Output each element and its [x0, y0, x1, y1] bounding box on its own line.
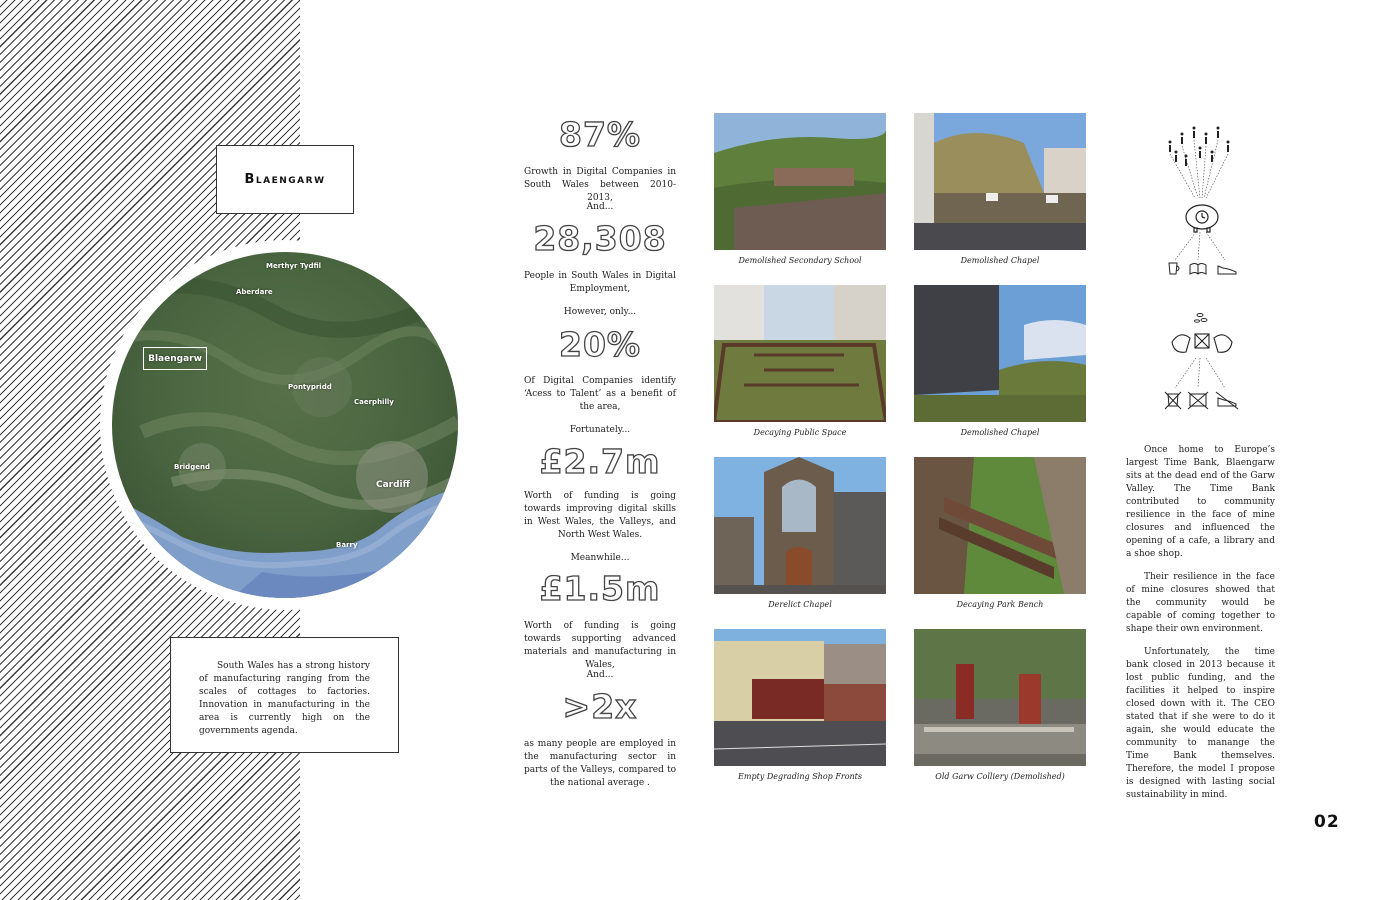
stat-20-percent: 20% [559, 325, 641, 364]
caption-4: Demolished Chapel [960, 428, 1040, 437]
caption-1: Demolished Secondary School [738, 256, 862, 265]
stat-text-4: Worth of funding is going towards improving digital skills in West Wales, the Valleys, and North West Wales. [524, 491, 676, 540]
stat-text-2: People in South Wales in Digital Employment, [524, 271, 676, 294]
caption-2: Demolished Chapel [960, 256, 1040, 265]
map-label-aberdare: Aberdare [236, 288, 273, 296]
photo-decaying-park-bench [914, 457, 1086, 594]
photo-demolished-chapel-1 [914, 113, 1086, 250]
map-label-cardiff: Cardiff [376, 480, 410, 490]
stat-text-6: as many people are employed in the manufacturing sector in parts of the Valleys, compared to the national average . [524, 739, 676, 788]
satellite-map [112, 252, 458, 598]
caption-8: Old Garw Colliery (Demolished) [935, 772, 1065, 781]
cup-icon [1169, 263, 1179, 274]
shoe-icon [1218, 266, 1236, 274]
photo-demolished-chapel-2 [914, 285, 1086, 422]
photo-decaying-public-space [714, 285, 886, 422]
photo-old-garw-colliery [914, 629, 1086, 766]
stat-2-7m: £2.7m [539, 442, 661, 481]
photo-empty-shop-fronts [714, 629, 886, 766]
stat-text-1: Growth in Digital Companies in South Wales between 2010-2013, [524, 167, 676, 203]
people-icon [1169, 127, 1230, 167]
intro-box [170, 637, 399, 753]
body-paragraph-1: Once home to Europe’s largest Time Bank, Blaengarw sits at the dead end of the Garw Valley. The Time Bank contributed to community resilience in the face of mine closures and influenced the opening of a cafe, a library and a shoe shop. [1126, 445, 1275, 559]
connector-3: Fortunately... [569, 425, 631, 435]
book-icon [1190, 264, 1206, 275]
caption-6: Decaying Park Bench [956, 600, 1044, 609]
stat-28308: 28,308 [533, 219, 667, 258]
photo-demolished-school [714, 113, 886, 250]
page-title: Blaengarw [244, 172, 326, 187]
stat-text-5: Worth of funding is going towards supporting advanced materials and manufacturing in Wales, [524, 621, 676, 670]
map-label-pontypridd: Pontypridd [288, 383, 332, 391]
coins-icon [1195, 314, 1208, 323]
photo-derelict-chapel [714, 457, 886, 594]
time-bank-diagram [1150, 120, 1250, 424]
caption-3: Decaying Public Space [753, 428, 847, 437]
stat-87-percent: 87% [559, 115, 641, 154]
map-label-caerphilly: Caerphilly [354, 398, 394, 406]
caption-5: Derelict Chapel [768, 600, 832, 609]
body-paragraph-2: Their resilience in the face of mine closures showed that the community would be capable of coming together to shape their own environment. [1126, 572, 1275, 634]
stat-1-5m: £1.5m [539, 569, 661, 608]
intro-text: South Wales has a strong history of manufacturing ranging from the scales of cottages to factories. Innovation in manufacturing in the area is currently high on the governments agenda. [199, 661, 370, 736]
crossed-shoe-icon [1216, 392, 1238, 409]
body-text [1126, 444, 1275, 812]
connector-2: However, only... [563, 307, 637, 317]
crossed-book-icon [1188, 392, 1208, 409]
title-box [216, 145, 354, 214]
page-number: 02 [1314, 812, 1340, 832]
broken-piggy-bank-icon [1172, 334, 1232, 352]
piggy-bank-clock-icon [1186, 205, 1218, 232]
stat-text-3: Of Digital Companies identify ‘Acess to Talent’ as a benefit of the area, [524, 376, 676, 412]
connector-4: Meanwhile... [570, 553, 630, 563]
connector-1: And... [586, 202, 614, 212]
map-label-bridgend: Bridgend [174, 463, 210, 471]
map-label-barry: Barry [336, 541, 358, 549]
crossed-cup-icon [1165, 392, 1181, 409]
map-label-merthyr: Merthyr Tydfil [266, 262, 322, 270]
caption-7: Empty Degrading Shop Fronts [738, 772, 862, 781]
connector-5: And... [586, 670, 614, 680]
map-highlight-blaengarw: Blaengarw [143, 347, 207, 370]
body-paragraph-3: Unfortunately, the time bank closed in 2013 because it lost public funding, and the facilities it helped to inspire closed down with it. The CEO stated that if she were to do it again, she would educate the community to manange the Time Bank themselves. Therefore, the model I propose is designed with lasting social sustainability in mind. [1126, 647, 1275, 800]
stat-2x: >2x [562, 687, 638, 726]
